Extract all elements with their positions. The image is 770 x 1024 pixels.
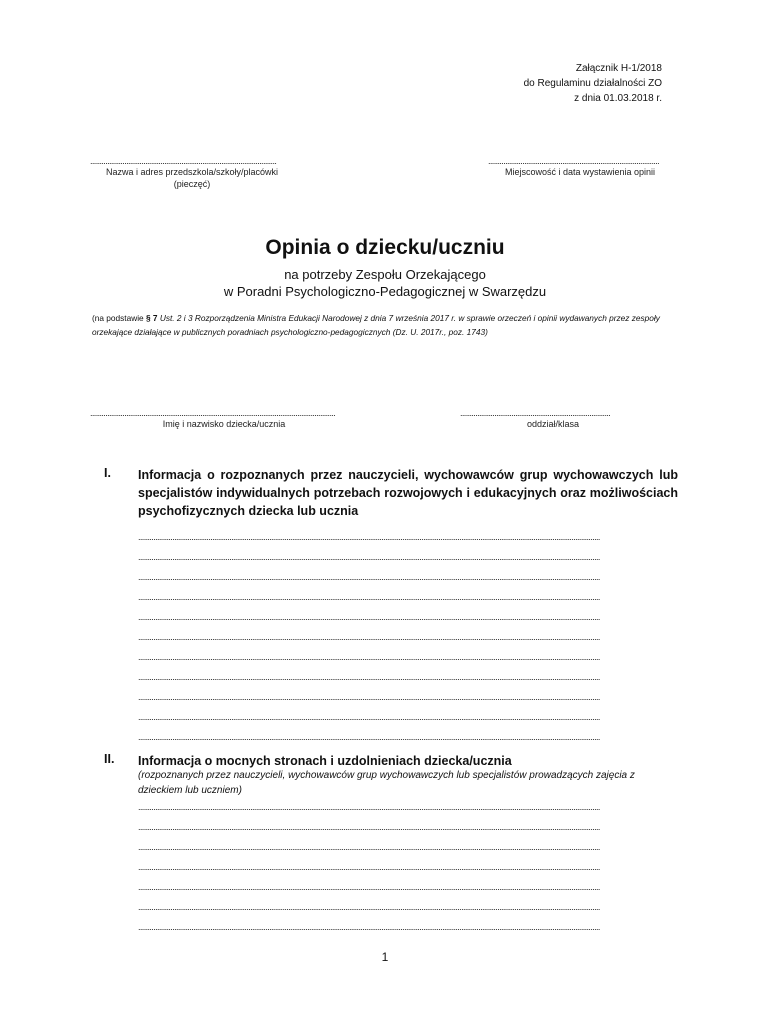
legal-section-sign: § 7 xyxy=(145,313,158,323)
institution-stamp-field xyxy=(90,156,294,190)
place-date-field xyxy=(488,156,672,178)
answer-line: ................................................................................................................................................................................................................................................... xyxy=(138,882,600,892)
place-date-fill-line: .......................................................................................... xyxy=(488,156,660,166)
answer-line: ................................................................................................................................................................................................................................................... xyxy=(138,842,600,852)
page-number: 1 xyxy=(381,950,389,964)
legal-lead: (na podstawie xyxy=(92,313,146,323)
answer-line: ................................................................................................................................................................................................................................................... xyxy=(138,822,600,832)
section-2-numeral: II. xyxy=(104,752,115,766)
document-subtitle-1: na potrzeby Zespołu Orzekającego xyxy=(284,267,486,282)
section-2-title: Informacja o mocnych stronach i uzdolnieniach dziecka/ucznia xyxy=(138,754,512,768)
student-name-fill-line: ................................................................................................................................. xyxy=(90,408,336,418)
answer-line: ................................................................................................................................................................................................................................................... xyxy=(138,922,600,932)
institution-fill-line: .................................................................................................. xyxy=(90,156,277,166)
annex-note xyxy=(524,61,662,106)
answer-line: ................................................................................................................................................................................................................................................... xyxy=(138,692,600,702)
document-subtitle-2: w Poradni Psychologiczno-Pedagogicznej w Swarzędzu xyxy=(223,284,547,299)
answer-line: ................................................................................................................................................................................................................................................... xyxy=(138,632,600,642)
place-date-caption: Miejscowość i data wystawienia opinii xyxy=(504,167,656,177)
legal-basis-note xyxy=(92,311,692,339)
section-1-numeral: I. xyxy=(104,466,111,480)
student-class-field xyxy=(460,408,646,430)
student-class-fill-line: ............................................................................... xyxy=(460,408,611,418)
answer-line: ................................................................................................................................................................................................................................................... xyxy=(138,802,600,812)
answer-line: ................................................................................................................................................................................................................................................... xyxy=(138,652,600,662)
annex-line-3: z dnia 01.03.2018 r. xyxy=(574,93,662,104)
answer-line: ................................................................................................................................................................................................................................................... xyxy=(138,532,600,542)
stamp-caption: (pieczęć) xyxy=(173,179,211,189)
answer-line: ................................................................................................................................................................................................................................................... xyxy=(138,902,600,912)
answer-line: ................................................................................................................................................................................................................................................... xyxy=(138,552,600,562)
section-2-answer-area xyxy=(138,800,678,940)
student-name-field xyxy=(90,408,358,430)
answer-line: ................................................................................................................................................................................................................................................... xyxy=(138,862,600,872)
answer-line: ................................................................................................................................................................................................................................................... xyxy=(138,712,600,722)
section-2-subtitle: (rozpoznanych przez nauczycieli, wychowawców grup wychowawczych lub specjalistów prowadzących zajęcia z dzieckiem lub uczniem) xyxy=(138,770,635,796)
document-title: Opinia o dziecku/uczniu xyxy=(265,236,505,259)
answer-line: ................................................................................................................................................................................................................................................... xyxy=(138,732,600,742)
answer-line: ................................................................................................................................................................................................................................................... xyxy=(138,572,600,582)
answer-line: ................................................................................................................................................................................................................................................... xyxy=(138,592,600,602)
student-class-caption: oddział/klasa xyxy=(526,419,580,429)
annex-line-2: do Regulaminu działalności ZO xyxy=(523,78,662,89)
section-1-title: Informacja o rozpoznanych przez nauczycieli, wychowawców grup wychowawczych lub specjalistów indywidualnych potrzebach rozwojowych i edukacyjnych oraz możliwościach psychofizycznych dziecka lub ucznia xyxy=(138,468,678,518)
annex-line-1: Załącznik H-1/2018 xyxy=(575,63,662,74)
answer-line: ................................................................................................................................................................................................................................................... xyxy=(138,672,600,682)
institution-caption: Nazwa i adres przedszkola/szkoły/placówki xyxy=(105,167,279,177)
answer-line: ................................................................................................................................................................................................................................................... xyxy=(138,612,600,622)
legal-text: Ust. 2 i 3 Rozporządzenia Ministra Edukacji Narodowej z dnia 7 września 2017 r. w sprawie orzeczeń i opinii wydawanych przez zespoły orzekające działające w publicznych poradniach psychologiczno-pedagogicznych (Dz. U. 2017r., poz. 1743) xyxy=(92,313,660,337)
section-1-answer-area xyxy=(138,530,678,750)
student-name-caption: Imię i nazwisko dziecka/ucznia xyxy=(162,419,286,429)
